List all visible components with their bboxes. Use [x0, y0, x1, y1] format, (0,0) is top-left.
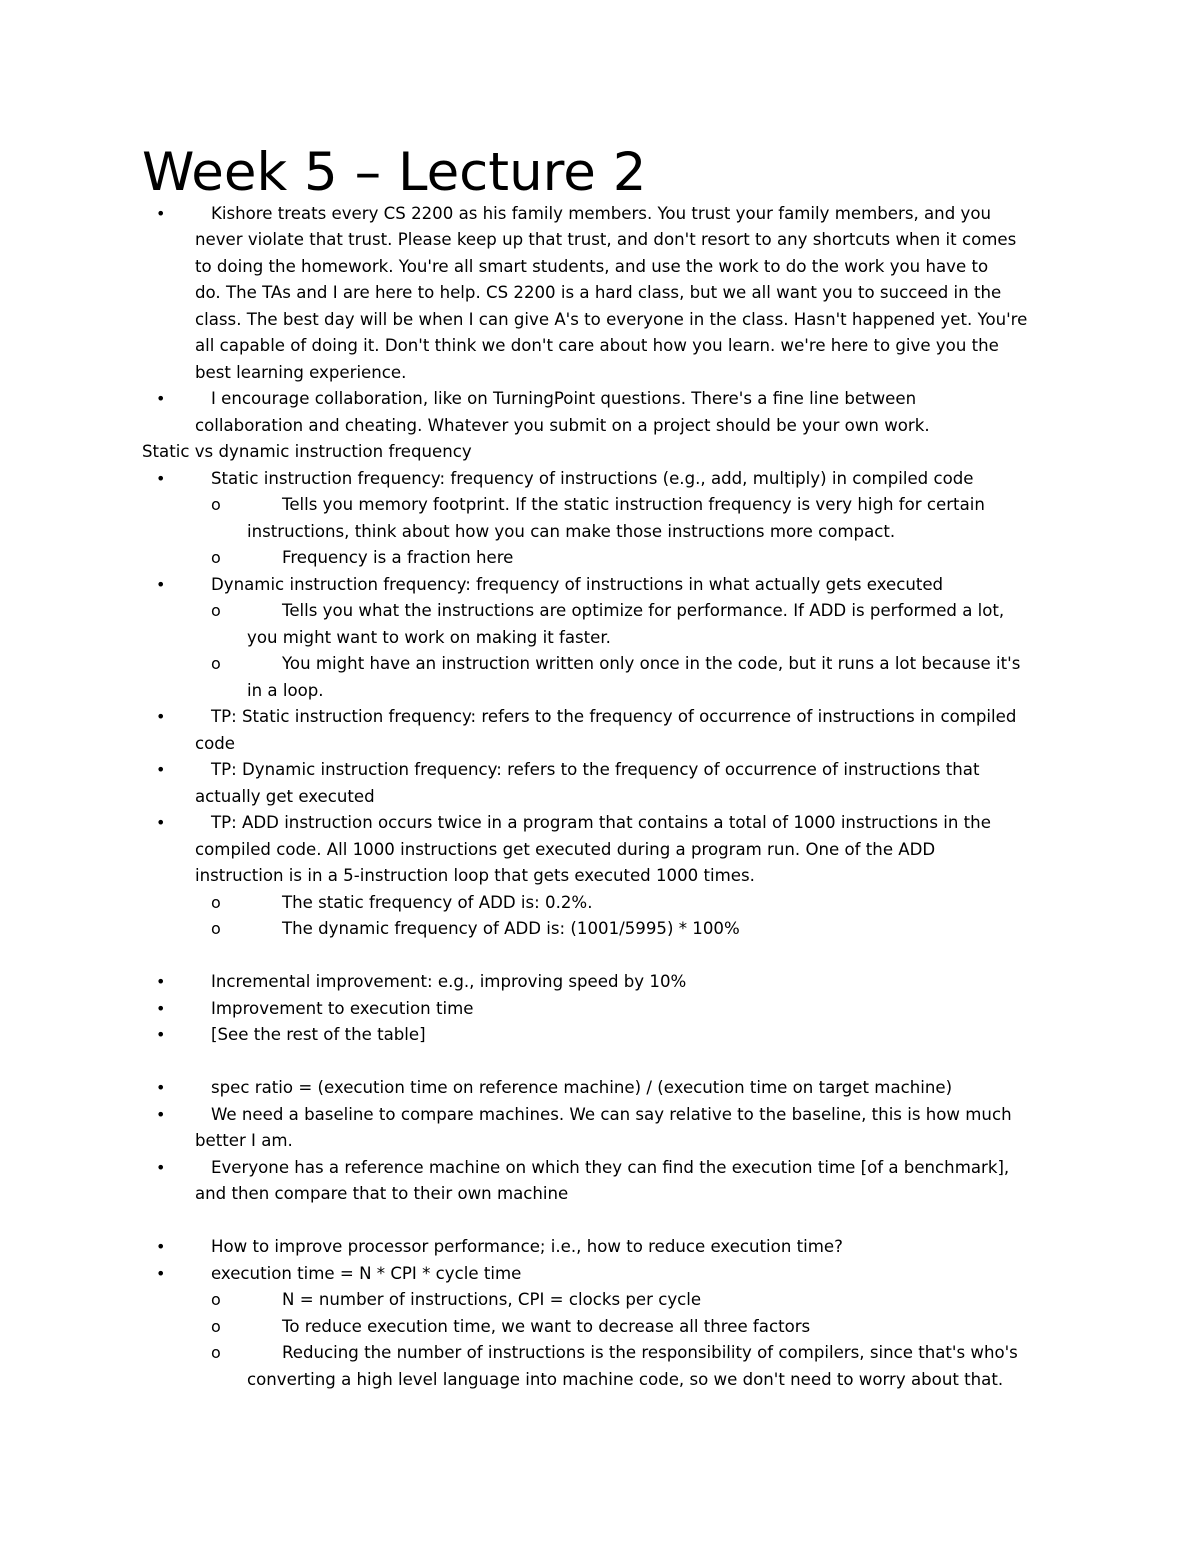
list-item: Incremental improvement: e.g., improving speed by 10% [211, 972, 687, 991]
text-line: never violate that trust. Please keep up that trust, and don't resort to any shortcuts when it comes [195, 230, 1017, 249]
list-item: To reduce execution time, we want to decrease all three factors [282, 1316, 811, 1336]
text-line: instructions, think about how you can make those instructions more compact. [247, 521, 896, 541]
bullet-dot-icon: • [156, 1104, 166, 1124]
list-item: Improvement to execution time [211, 998, 474, 1018]
text-line: all capable of doing it. Don't think we don't care about how you learn. we're here to give you the [195, 336, 999, 355]
bullet-dot-icon: • [156, 389, 166, 408]
text-line: code [195, 733, 236, 753]
bullet-dot-icon: • [156, 972, 166, 991]
bullet-dot-icon: • [156, 574, 166, 594]
bullet-dot-icon: • [156, 1025, 166, 1044]
list-item: The static frequency of ADD is: 0.2%. [282, 892, 593, 912]
text-line: compiled code. All 1000 instructions get executed during a program run. One of the ADD [195, 839, 936, 859]
text-line: class. The best day will be when I can give A's to everyone in the class. Hasn't happened yet. You're [195, 309, 1028, 329]
bullet-circle-icon: o [211, 892, 221, 912]
list-item: Reducing the number of instructions is the responsibility of compilers, since that's who's [282, 1343, 1018, 1362]
bullet-dot-icon: • [156, 1237, 166, 1256]
bullet-circle-icon: o [211, 1290, 221, 1309]
list-item: [See the rest of the table] [211, 1025, 426, 1044]
list-item: We need a baseline to compare machines. We can say relative to the baseline, this is how much [211, 1104, 1012, 1124]
list-item: spec ratio = (execution time on reference machine) / (execution time on target machine) [211, 1078, 953, 1097]
bullet-circle-icon: o [211, 548, 221, 567]
list-item: Static instruction frequency: frequency of instructions (e.g., add, multiply) in compiled code [211, 468, 974, 488]
bullet-dot-icon: • [156, 468, 166, 488]
text-line: collaboration and cheating. Whatever you submit on a project should be your own work. [195, 415, 930, 435]
text-line: you might want to work on making it faster. [247, 627, 611, 647]
list-item: execution time = N * CPI * cycle time [211, 1263, 522, 1283]
bullet-circle-icon: o [211, 1316, 221, 1336]
bullet-circle-icon: o [211, 495, 221, 514]
text-line: instruction is in a 5-instruction loop that gets executed 1000 times. [195, 866, 755, 885]
bullet-dot-icon: • [156, 998, 166, 1018]
bullet-dot-icon: • [156, 707, 166, 726]
list-item: Frequency is a fraction here [282, 548, 514, 567]
list-item: The dynamic frequency of ADD is: (1001/5995) * 100% [282, 919, 740, 938]
text-line: converting a high level language into machine code, so we don't need to worry about that. [247, 1369, 1004, 1389]
bullet-dot-icon: • [156, 813, 166, 832]
text-line: better I am. [195, 1131, 293, 1150]
text-line: in a loop. [247, 680, 324, 700]
bullet-dot-icon: • [156, 1078, 166, 1097]
bullet-dot-icon: • [156, 760, 166, 779]
list-item: I encourage collaboration, like on TurningPoint questions. There's a fine line between [211, 389, 917, 408]
list-item: Dynamic instruction frequency: frequency of instructions in what actually gets executed [211, 574, 944, 594]
text-line: best learning experience. [195, 362, 407, 382]
text-line: to doing the homework. You're all smart students, and use the work to do the work you have to [195, 256, 989, 276]
page-title: Week 5 – Lecture 2 [142, 142, 647, 203]
bullet-dot-icon: • [156, 203, 166, 223]
list-item: Tells you memory footprint. If the static instruction frequency is very high for certain [282, 495, 985, 514]
list-item: TP: ADD instruction occurs twice in a program that contains a total of 1000 instructions in the [211, 813, 991, 832]
text-line: actually get executed [195, 786, 375, 806]
section-heading: Static vs dynamic instruction frequency [142, 442, 472, 461]
text-line: and then compare that to their own machine [195, 1184, 569, 1203]
list-item: Kishore treats every CS 2200 as his family members. You trust your family members, and you [211, 203, 991, 223]
bullet-circle-icon: o [211, 919, 221, 938]
list-item: Tells you what the instructions are optimize for performance. If ADD is performed a lot, [282, 601, 1005, 620]
list-item: TP: Dynamic instruction frequency: refers to the frequency of occurrence of instructions that [211, 760, 980, 779]
bullet-circle-icon: o [211, 601, 221, 620]
bullet-circle-icon: o [211, 1343, 221, 1362]
list-item: You might have an instruction written only once in the code, but it runs a lot because it's [282, 654, 1021, 673]
list-item: N = number of instructions, CPI = clocks per cycle [282, 1290, 702, 1309]
bullet-circle-icon: o [211, 654, 221, 673]
list-item: How to improve processor performance; i.e., how to reduce execution time? [211, 1237, 843, 1256]
list-item: TP: Static instruction frequency: refers to the frequency of occurrence of instructions in compiled [211, 707, 1017, 726]
text-line: do. The TAs and I are here to help. CS 2200 is a hard class, but we all want you to succeed in the [195, 283, 1002, 302]
bullet-dot-icon: • [156, 1263, 166, 1283]
bullet-dot-icon: • [156, 1157, 166, 1177]
list-item: Everyone has a reference machine on which they can find the execution time [of a benchmark], [211, 1157, 1010, 1177]
